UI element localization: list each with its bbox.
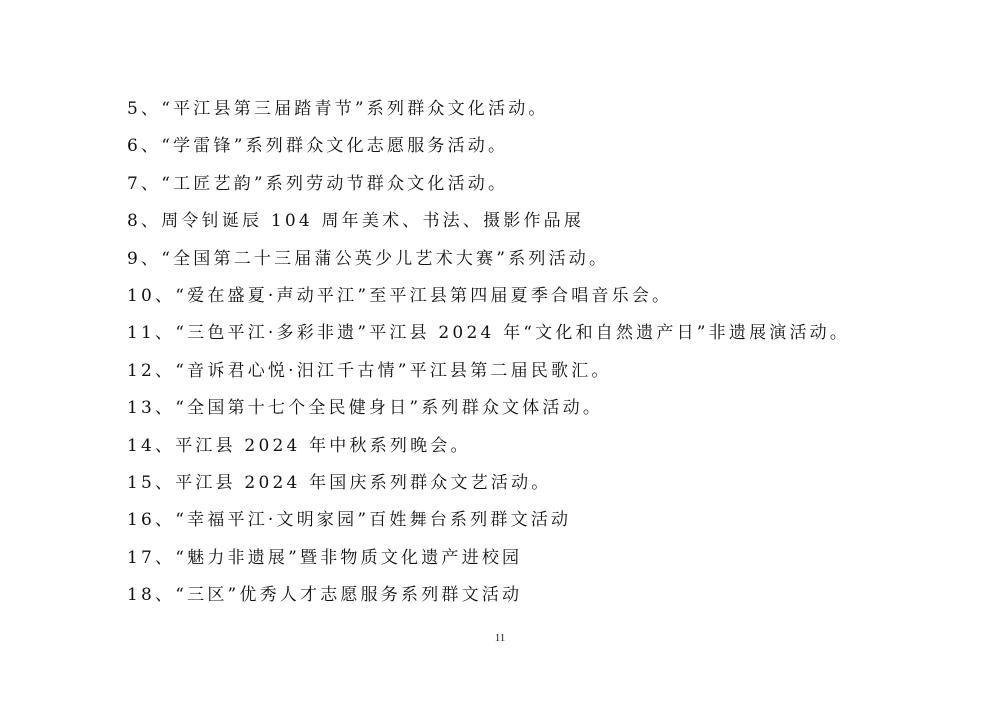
list-item: 5、“平江县第三届踏青节”系列群众文化活动。 bbox=[127, 99, 549, 119]
list-item: 8、周令钊诞辰 104 周年美术、书法、摄影作品展 bbox=[127, 211, 585, 232]
list-item: 14、平江县 2024 年中秋系列晚会。 bbox=[127, 435, 471, 456]
list-item: 6、“学雷锋”系列群众文化志愿服务活动。 bbox=[127, 136, 509, 157]
list-item: 10、“爱在盛夏·声动平江”至平江县第四届夏季合唱音乐会。 bbox=[127, 285, 673, 306]
list-item: 12、“音诉君心悦·汨江千古情”平江县第二届民歌汇。 bbox=[127, 360, 612, 381]
list-item: 13、“全国第十七个全民健身日”系列群众文体活动。 bbox=[127, 398, 604, 419]
list-item: 18、“三区”优秀人才志愿服务系列群文活动 bbox=[127, 585, 523, 606]
list-item: 11、“三色平江·多彩非遗”平江县 2024 年“文化和自然遗产日”非遗展演活动。 bbox=[127, 323, 851, 344]
list-item: 9、“全国第二十三届蒲公英少儿艺术大赛”系列活动。 bbox=[127, 248, 610, 269]
list-item: 16、“幸福平江·文明家园”百姓舞台系列群文活动 bbox=[127, 510, 572, 531]
activity-list bbox=[127, 93, 850, 616]
list-item: 7、“工匠艺韵”系列劳动节群众文化活动。 bbox=[127, 173, 509, 194]
list-item: 17、“魅力非遗展”暨非物质文化遗产进校园 bbox=[127, 547, 523, 568]
page-number: 11 bbox=[494, 632, 506, 644]
list-item: 15、平江县 2024 年国庆系列群众文艺活动。 bbox=[127, 472, 552, 493]
